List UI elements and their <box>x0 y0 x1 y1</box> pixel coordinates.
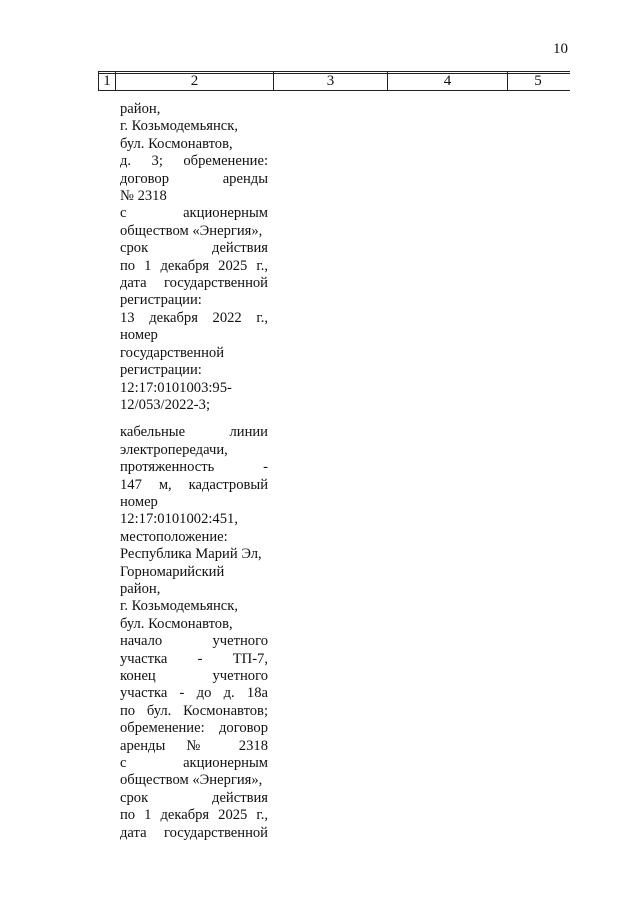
cell-text-line: г. Козьмодемьянск, <box>120 598 239 615</box>
cell-text-line: участка - до д. 18а <box>120 685 268 702</box>
cell-text-line: район, <box>120 580 161 597</box>
cell-text-line: с акционерным <box>120 205 268 222</box>
cell-text-line: обществом «Энергия», <box>120 222 263 239</box>
cell-text-line: регистрации: <box>120 362 202 379</box>
cell-text-line: участка - ТП-7, <box>120 650 268 667</box>
cell-text-line: бул. Космонавтов, <box>120 135 233 152</box>
cell-text-line: срок действия <box>120 789 268 806</box>
cell-text-line: номер <box>120 327 158 344</box>
cell-text-line: район, <box>120 101 161 117</box>
cell-text-line: начало учетного <box>120 633 268 650</box>
table-top-border <box>98 71 570 72</box>
cell-text-line: дата государственной <box>120 824 268 841</box>
column-number-1: 1 <box>103 73 111 89</box>
cell-text-line: Горномарийский <box>120 563 225 580</box>
column-number-3: 3 <box>326 73 335 89</box>
cell-text-line: срок действия <box>120 240 268 257</box>
cell-text-line: конец учетного <box>120 668 268 684</box>
cell-text-line: по 1 декабря 2025 г., <box>120 257 268 274</box>
column-number-4: 4 <box>443 73 452 89</box>
cell-text-line: обществом «Энергия», <box>120 772 263 789</box>
cell-text-line: протяженность - <box>120 459 268 476</box>
cell-text-line: местоположение: <box>120 528 228 545</box>
paragraph-gap <box>120 414 268 424</box>
cell-text-line: д. 3; обременение: <box>120 153 268 170</box>
cell-text-line: номер <box>120 493 158 510</box>
cell-text-line: электропередачи, <box>120 441 228 458</box>
column-2-cell-text <box>120 101 268 842</box>
table-header-bottom-border <box>98 90 570 91</box>
cell-text-line: регистрации: <box>120 292 202 309</box>
cell-text-line: дата государственной <box>120 275 268 292</box>
column-number-2: 2 <box>190 73 199 89</box>
cell-text-line: 147 м, кадастровый <box>120 476 268 493</box>
column-number-5: 5 <box>534 73 542 89</box>
cell-text-line: государственной <box>120 344 225 361</box>
cell-text-line: с акционерным <box>120 755 268 772</box>
cell-text-line: 12/053/2022-3; <box>120 396 210 413</box>
cell-text-line: Республика Марий Эл, <box>120 546 262 563</box>
cell-text-line: № 2318 <box>120 188 167 205</box>
cell-text-line: кабельные линии <box>120 424 268 441</box>
cell-text-line: по бул. Космонавтов; <box>120 702 268 719</box>
cell-text-line: 12:17:0101002:451, <box>120 511 238 528</box>
cell-text-line: бул. Космонавтов, <box>120 615 233 632</box>
cell-text-line: 13 декабря 2022 г., <box>120 309 268 326</box>
cell-text-line: г. Козьмодемьянск, <box>120 118 239 135</box>
cell-text-line: по 1 декабря 2025 г., <box>120 807 268 824</box>
cell-text-line: договор аренды <box>120 170 268 187</box>
page-number: 10 <box>553 41 568 57</box>
cell-text-line: аренды № 2318 <box>120 737 268 754</box>
cell-text-line: 12:17:0101003:95- <box>120 379 232 396</box>
cell-text-line: обременение: договор <box>120 720 268 737</box>
table-header-row <box>98 71 570 91</box>
